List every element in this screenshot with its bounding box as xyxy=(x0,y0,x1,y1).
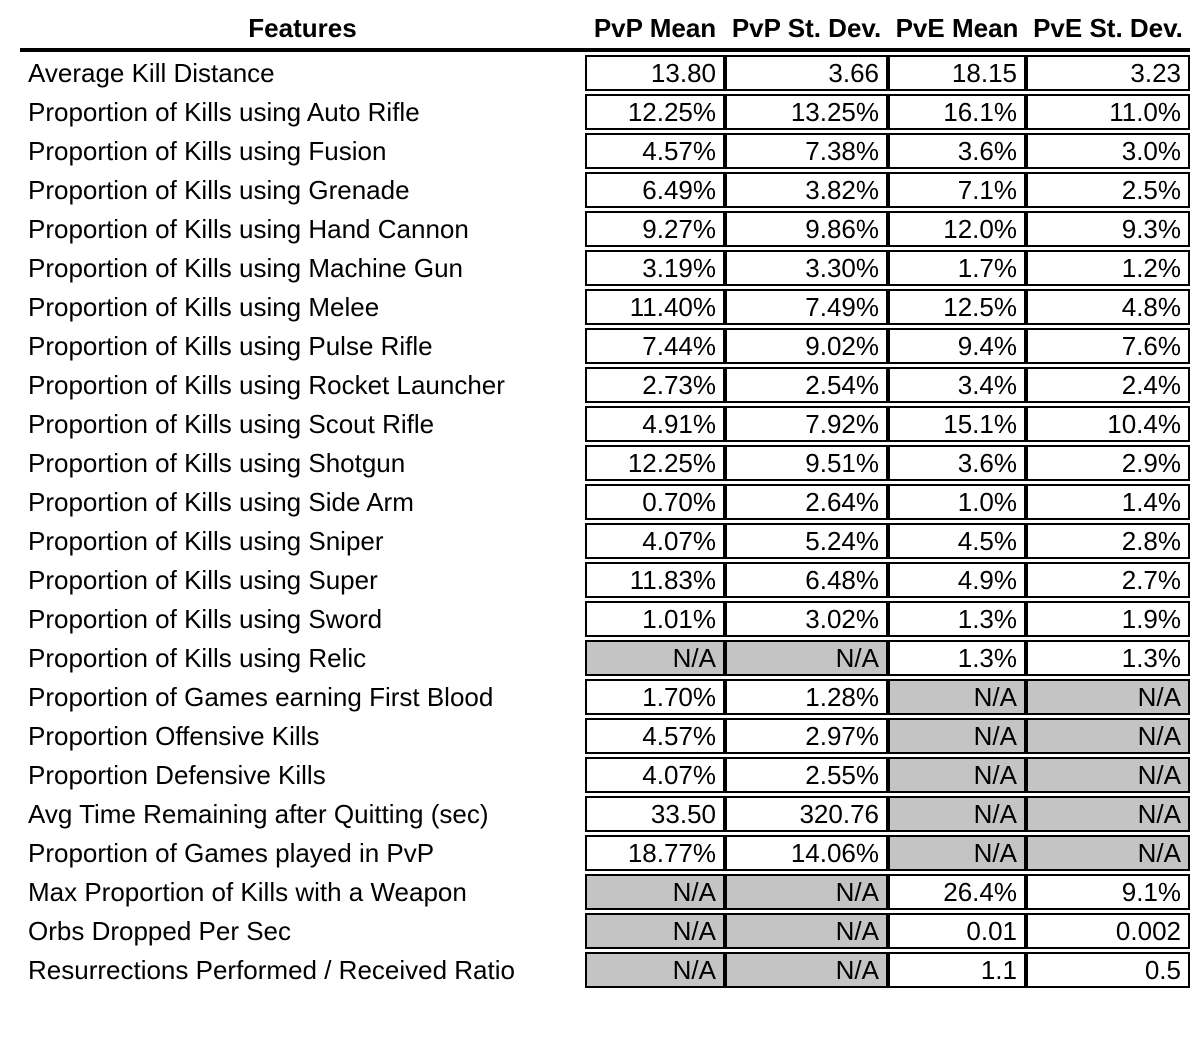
cell-value: 3.6% xyxy=(888,445,1026,481)
header-features: Features xyxy=(20,5,585,52)
cell-value: 1.9% xyxy=(1026,601,1190,637)
cell-na: N/A xyxy=(585,640,725,676)
table-row xyxy=(20,796,1190,832)
cell-value: 9.02% xyxy=(725,328,888,364)
cell-value: 7.49% xyxy=(725,289,888,325)
cell-value: 4.91% xyxy=(585,406,725,442)
feature-label: Proportion of Kills using Machine Gun xyxy=(28,253,464,283)
cell-value: 4.07% xyxy=(585,757,725,793)
cell-value: 0.5 xyxy=(1026,952,1190,988)
cell-value: 11.0% xyxy=(1026,94,1190,130)
cell-na: N/A xyxy=(725,874,888,910)
cell-na: N/A xyxy=(888,757,1026,793)
cell-na: N/A xyxy=(585,952,725,988)
header-pve-mean: PvE Mean xyxy=(888,5,1026,52)
feature-label: Proportion of Games played in PvP xyxy=(28,838,435,868)
cell-value: 26.4% xyxy=(888,874,1026,910)
cell-value: 6.49% xyxy=(585,172,725,208)
cell-value: 3.0% xyxy=(1026,133,1190,169)
cell-value: 9.1% xyxy=(1026,874,1190,910)
cell-value: 320.76 xyxy=(725,796,888,832)
header-row xyxy=(20,5,1190,52)
cell-na: N/A xyxy=(1026,757,1190,793)
cell-value: 14.06% xyxy=(725,835,888,871)
feature-label: Proportion of Kills using Grenade xyxy=(28,175,410,205)
cell-value: 11.40% xyxy=(585,289,725,325)
feature-label: Proportion of Kills using Shotgun xyxy=(28,448,406,478)
table-row xyxy=(20,55,1190,91)
cell-value: 4.5% xyxy=(888,523,1026,559)
cell-na: N/A xyxy=(585,874,725,910)
feature-label: Orbs Dropped Per Sec xyxy=(28,916,292,946)
cell-value: 6.48% xyxy=(725,562,888,598)
cell-value: 4.8% xyxy=(1026,289,1190,325)
feature-label: Proportion of Games earning First Blood xyxy=(28,682,494,712)
cell-value: 12.25% xyxy=(585,445,725,481)
cell-value: 1.70% xyxy=(585,679,725,715)
cell-value: 2.4% xyxy=(1026,367,1190,403)
cell-na: N/A xyxy=(888,679,1026,715)
table-header xyxy=(20,5,1190,52)
cell-value: 2.64% xyxy=(725,484,888,520)
cell-value: 7.38% xyxy=(725,133,888,169)
feature-label: Proportion of Kills using Fusion xyxy=(28,136,387,166)
cell-value: 10.4% xyxy=(1026,406,1190,442)
cell-na: N/A xyxy=(725,952,888,988)
table-row xyxy=(20,328,1190,364)
feature-label: Average Kill Distance xyxy=(28,58,275,88)
table-row xyxy=(20,835,1190,871)
cell-value: 1.4% xyxy=(1026,484,1190,520)
cell-value: 3.02% xyxy=(725,601,888,637)
cell-value: 5.24% xyxy=(725,523,888,559)
feature-label: Proportion of Kills using Super xyxy=(28,565,378,595)
feature-label: Proportion of Kills using Sniper xyxy=(28,526,384,556)
table-row xyxy=(20,484,1190,520)
feature-label: Proportion of Kills using Melee xyxy=(28,292,380,322)
feature-label: Max Proportion of Kills with a Weapon xyxy=(28,877,467,907)
cell-value: 4.9% xyxy=(888,562,1026,598)
cell-value: 2.73% xyxy=(585,367,725,403)
table-row xyxy=(20,757,1190,793)
header-pvp-mean: PvP Mean xyxy=(585,5,725,52)
table-row xyxy=(20,445,1190,481)
feature-label: Proportion of Kills using Auto Rifle xyxy=(28,97,420,127)
table-row xyxy=(20,523,1190,559)
cell-value: 9.86% xyxy=(725,211,888,247)
feature-label: Proportion of Kills using Hand Cannon xyxy=(28,214,469,244)
table-row xyxy=(20,94,1190,130)
cell-value: 1.0% xyxy=(888,484,1026,520)
cell-value: 9.51% xyxy=(725,445,888,481)
cell-value: 0.70% xyxy=(585,484,725,520)
table-row xyxy=(20,172,1190,208)
cell-na: N/A xyxy=(1026,718,1190,754)
cell-value: 7.44% xyxy=(585,328,725,364)
cell-value: 15.1% xyxy=(888,406,1026,442)
cell-value: 3.19% xyxy=(585,250,725,286)
cell-value: 33.50 xyxy=(585,796,725,832)
table-row xyxy=(20,601,1190,637)
cell-value: 2.8% xyxy=(1026,523,1190,559)
feature-label: Proportion of Kills using Pulse Rifle xyxy=(28,331,433,361)
table-row xyxy=(20,913,1190,949)
cell-na: N/A xyxy=(725,640,888,676)
table-row xyxy=(20,133,1190,169)
feature-label: Proportion Defensive Kills xyxy=(28,760,326,790)
table-row xyxy=(20,874,1190,910)
feature-label: Proportion of Kills using Scout Rifle xyxy=(28,409,435,439)
cell-value: 12.5% xyxy=(888,289,1026,325)
cell-value: 7.1% xyxy=(888,172,1026,208)
cell-value: 2.9% xyxy=(1026,445,1190,481)
cell-value: 2.54% xyxy=(725,367,888,403)
cell-value: 1.3% xyxy=(1026,640,1190,676)
cell-value: 2.55% xyxy=(725,757,888,793)
cell-value: 1.01% xyxy=(585,601,725,637)
cell-value: 1.7% xyxy=(888,250,1026,286)
feature-label: Proportion of Kills using Rocket Launcher xyxy=(28,370,505,400)
cell-value: 2.97% xyxy=(725,718,888,754)
table-row xyxy=(20,679,1190,715)
cell-value: 1.3% xyxy=(888,601,1026,637)
cell-value: 18.15 xyxy=(888,55,1026,91)
cell-na: N/A xyxy=(1026,835,1190,871)
table-row xyxy=(20,718,1190,754)
table-row xyxy=(20,367,1190,403)
cell-na: N/A xyxy=(585,913,725,949)
cell-value: 0.01 xyxy=(888,913,1026,949)
cell-value: 18.77% xyxy=(585,835,725,871)
cell-na: N/A xyxy=(888,796,1026,832)
cell-na: N/A xyxy=(888,718,1026,754)
cell-value: 3.30% xyxy=(725,250,888,286)
header-pve-stdev: PvE St. Dev. xyxy=(1026,5,1190,52)
cell-value: 12.0% xyxy=(888,211,1026,247)
cell-value: 3.6% xyxy=(888,133,1026,169)
table-row xyxy=(20,250,1190,286)
cell-value: 3.66 xyxy=(725,55,888,91)
features-stats-table xyxy=(20,2,1190,991)
feature-label: Avg Time Remaining after Quitting (sec) xyxy=(28,799,489,829)
cell-value: 1.2% xyxy=(1026,250,1190,286)
table-row xyxy=(20,952,1190,988)
feature-label: Proportion of Kills using Sword xyxy=(28,604,383,634)
table-body xyxy=(20,55,1190,988)
header-pvp-stdev: PvP St. Dev. xyxy=(725,5,888,52)
cell-value: 9.27% xyxy=(585,211,725,247)
feature-label: Proportion of Kills using Relic xyxy=(28,643,367,673)
cell-value: 9.4% xyxy=(888,328,1026,364)
cell-value: 3.23 xyxy=(1026,55,1190,91)
cell-na: N/A xyxy=(1026,796,1190,832)
cell-na: N/A xyxy=(1026,679,1190,715)
cell-value: 7.92% xyxy=(725,406,888,442)
cell-value: 4.57% xyxy=(585,718,725,754)
cell-value: 4.07% xyxy=(585,523,725,559)
cell-value: 11.83% xyxy=(585,562,725,598)
cell-value: 1.1 xyxy=(888,952,1026,988)
cell-value: 1.3% xyxy=(888,640,1026,676)
cell-value: 12.25% xyxy=(585,94,725,130)
cell-value: 2.7% xyxy=(1026,562,1190,598)
cell-value: 9.3% xyxy=(1026,211,1190,247)
table-row xyxy=(20,406,1190,442)
cell-value: 4.57% xyxy=(585,133,725,169)
cell-value: 16.1% xyxy=(888,94,1026,130)
table-row xyxy=(20,562,1190,598)
cell-value: 7.6% xyxy=(1026,328,1190,364)
cell-na: N/A xyxy=(725,913,888,949)
cell-value: 2.5% xyxy=(1026,172,1190,208)
cell-value: 3.82% xyxy=(725,172,888,208)
cell-value: 0.002 xyxy=(1026,913,1190,949)
cell-value: 13.80 xyxy=(585,55,725,91)
cell-value: 3.4% xyxy=(888,367,1026,403)
table-row xyxy=(20,211,1190,247)
feature-label: Proportion Offensive Kills xyxy=(28,721,320,751)
table-row xyxy=(20,289,1190,325)
cell-value: 1.28% xyxy=(725,679,888,715)
cell-na: N/A xyxy=(888,835,1026,871)
cell-value: 13.25% xyxy=(725,94,888,130)
table-row xyxy=(20,640,1190,676)
feature-label: Proportion of Kills using Side Arm xyxy=(28,487,414,517)
feature-label: Resurrections Performed / Received Ratio xyxy=(28,955,515,985)
